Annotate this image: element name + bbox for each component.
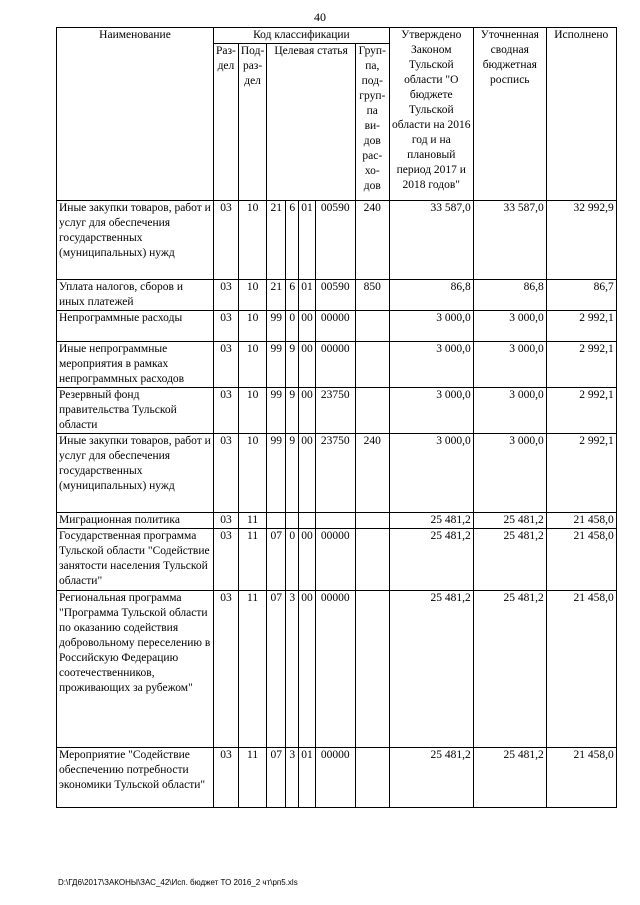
row-section: 03: [214, 342, 239, 388]
table-row: [57, 311, 617, 342]
row-target-event: 01: [299, 280, 316, 311]
row-target-direction: 23750: [315, 388, 355, 434]
row-approved: 3 000,0: [389, 311, 473, 342]
row-name: Уплата налогов, сборов и иных платежей: [57, 280, 214, 311]
row-adjusted: 25 481,2: [473, 591, 546, 748]
row-approved: 3 000,0: [389, 342, 473, 388]
row-name: Иные закупки товаров, работ и услуг для обеспечения государственных (муниципальных) нужд: [57, 434, 214, 513]
file-path-footer: D:\ГД6\2017\ЗАКОНЫ\ЗАС_42\Исп. бюджет ТО 2016_2 чт\рп5.xls: [58, 878, 298, 887]
row-executed: 2 992,1: [546, 388, 616, 434]
row-executed: 2 992,1: [546, 342, 616, 388]
row-target-program: 99: [267, 311, 286, 342]
row-expense-group: 240: [355, 434, 389, 513]
row-target-subprogram: 6: [286, 201, 299, 280]
row-subsection: 11: [238, 529, 266, 591]
table-row: [57, 280, 617, 311]
row-approved: 86,8: [389, 280, 473, 311]
row-target-subprogram: 0: [286, 529, 299, 591]
table-row: [57, 529, 617, 591]
row-target-direction: 00590: [315, 280, 355, 311]
page-number: 40: [314, 10, 326, 24]
row-target-direction: 00000: [315, 529, 355, 591]
row-subsection: 11: [238, 513, 266, 529]
row-executed: 86,7: [546, 280, 616, 311]
row-expense-group: [355, 529, 389, 591]
row-expense-group: 240: [355, 201, 389, 280]
row-target-program: 21: [267, 201, 286, 280]
row-target-event: 00: [299, 311, 316, 342]
row-executed: 21 458,0: [546, 513, 616, 529]
header-expense-group: Груп-па, под-груп-па ви-дов рас-хо-дов: [355, 44, 389, 201]
row-executed: 32 992,9: [546, 201, 616, 280]
row-executed: 21 458,0: [546, 748, 616, 808]
row-adjusted: 3 000,0: [473, 311, 546, 342]
row-expense-group: 850: [355, 280, 389, 311]
row-executed: 21 458,0: [546, 591, 616, 748]
row-target-event: 01: [299, 748, 316, 808]
budget-table-wrap: [56, 27, 617, 808]
row-target-subprogram: 9: [286, 342, 299, 388]
row-adjusted: 3 000,0: [473, 388, 546, 434]
row-subsection: 10: [238, 388, 266, 434]
row-approved: 25 481,2: [389, 591, 473, 748]
row-subsection: 11: [238, 591, 266, 748]
row-section: 03: [214, 529, 239, 591]
row-adjusted: 25 481,2: [473, 748, 546, 808]
row-adjusted: 25 481,2: [473, 513, 546, 529]
header-adjusted: Уточненная сводная бюджетная роспись: [473, 28, 546, 201]
row-adjusted: 3 000,0: [473, 342, 546, 388]
row-subsection: 10: [238, 342, 266, 388]
table-row: [57, 513, 617, 529]
row-approved: 25 481,2: [389, 748, 473, 808]
row-approved: 3 000,0: [389, 388, 473, 434]
budget-table: [56, 27, 617, 808]
table-row: [57, 201, 617, 280]
row-section: 03: [214, 513, 239, 529]
row-target-program: 07: [267, 529, 286, 591]
row-approved: 25 481,2: [389, 529, 473, 591]
row-target-direction: 23750: [315, 434, 355, 513]
header-section: Раз-дел: [214, 44, 239, 201]
row-name: Резервный фонд правительства Тульской области: [57, 388, 214, 434]
table-row: [57, 342, 617, 388]
row-approved: 25 481,2: [389, 513, 473, 529]
row-target-event: 00: [299, 529, 316, 591]
row-executed: 2 992,1: [546, 311, 616, 342]
row-executed: 2 992,1: [546, 434, 616, 513]
row-target-event: 00: [299, 342, 316, 388]
row-target-subprogram: 9: [286, 388, 299, 434]
row-target-program: [267, 513, 286, 529]
row-section: 03: [214, 311, 239, 342]
header-target: Целевая статья: [267, 44, 356, 201]
row-subsection: 11: [238, 748, 266, 808]
row-target-direction: 00000: [315, 342, 355, 388]
row-adjusted: 86,8: [473, 280, 546, 311]
row-target-program: 21: [267, 280, 286, 311]
row-expense-group: [355, 342, 389, 388]
table-body: [57, 201, 617, 808]
table-row: [57, 388, 617, 434]
row-expense-group: [355, 591, 389, 748]
row-adjusted: 33 587,0: [473, 201, 546, 280]
row-target-subprogram: [286, 513, 299, 529]
row-section: 03: [214, 434, 239, 513]
table-row: [57, 748, 617, 808]
row-target-direction: 00000: [315, 591, 355, 748]
row-target-subprogram: 3: [286, 591, 299, 748]
row-expense-group: [355, 513, 389, 529]
row-target-subprogram: 0: [286, 311, 299, 342]
header-code-group: Код классификации: [214, 28, 390, 44]
row-target-subprogram: 6: [286, 280, 299, 311]
row-section: 03: [214, 280, 239, 311]
row-target-event: 00: [299, 591, 316, 748]
row-name: Непрограммные расходы: [57, 311, 214, 342]
row-name: Мероприятие "Содействие обеспечению потребности экономики Тульской области": [57, 748, 214, 808]
row-name: Миграционная политика: [57, 513, 214, 529]
row-target-program: 99: [267, 434, 286, 513]
header-executed: Исполнено: [546, 28, 616, 201]
row-adjusted: 25 481,2: [473, 529, 546, 591]
row-target-subprogram: 9: [286, 434, 299, 513]
row-name: Иные закупки товаров, работ и услуг для обеспечения государственных (муниципальных) нужд: [57, 201, 214, 280]
row-expense-group: [355, 748, 389, 808]
row-approved: 33 587,0: [389, 201, 473, 280]
header-subsection: Под-раз-дел: [238, 44, 266, 201]
row-section: 03: [214, 201, 239, 280]
row-subsection: 10: [238, 280, 266, 311]
row-target-direction: 00000: [315, 311, 355, 342]
row-executed: 21 458,0: [546, 529, 616, 591]
row-section: 03: [214, 388, 239, 434]
row-subsection: 10: [238, 434, 266, 513]
row-expense-group: [355, 388, 389, 434]
row-expense-group: [355, 311, 389, 342]
row-target-direction: [315, 513, 355, 529]
row-target-direction: 00000: [315, 748, 355, 808]
row-target-event: 00: [299, 388, 316, 434]
row-subsection: 10: [238, 201, 266, 280]
row-target-program: 99: [267, 388, 286, 434]
row-name: Региональная программа "Программа Тульской области по оказанию содействия добровольному переселению в Российскую Федерацию соотечественников, проживающих за рубежом": [57, 591, 214, 748]
row-name: Государственная программа Тульской области "Содействие занятости населения Тульской области": [57, 529, 214, 591]
row-target-direction: 00590: [315, 201, 355, 280]
row-target-event: 01: [299, 201, 316, 280]
row-section: 03: [214, 591, 239, 748]
table-row: [57, 434, 617, 513]
table-row: [57, 591, 617, 748]
row-target-program: 07: [267, 748, 286, 808]
row-approved: 3 000,0: [389, 434, 473, 513]
row-section: 03: [214, 748, 239, 808]
row-name: Иные непрограммные мероприятия в рамках непрограммных расходов: [57, 342, 214, 388]
row-subsection: 10: [238, 311, 266, 342]
header-name: Наименование: [57, 28, 214, 201]
row-target-event: [299, 513, 316, 529]
row-target-subprogram: 3: [286, 748, 299, 808]
row-adjusted: 3 000,0: [473, 434, 546, 513]
row-target-program: 99: [267, 342, 286, 388]
row-target-event: 00: [299, 434, 316, 513]
header-approved: Утверждено Законом Тульской области "О бюджете Тульской области на 2016 год и на плановый период 2017 и 2018 годов": [389, 28, 473, 201]
row-target-program: 07: [267, 591, 286, 748]
